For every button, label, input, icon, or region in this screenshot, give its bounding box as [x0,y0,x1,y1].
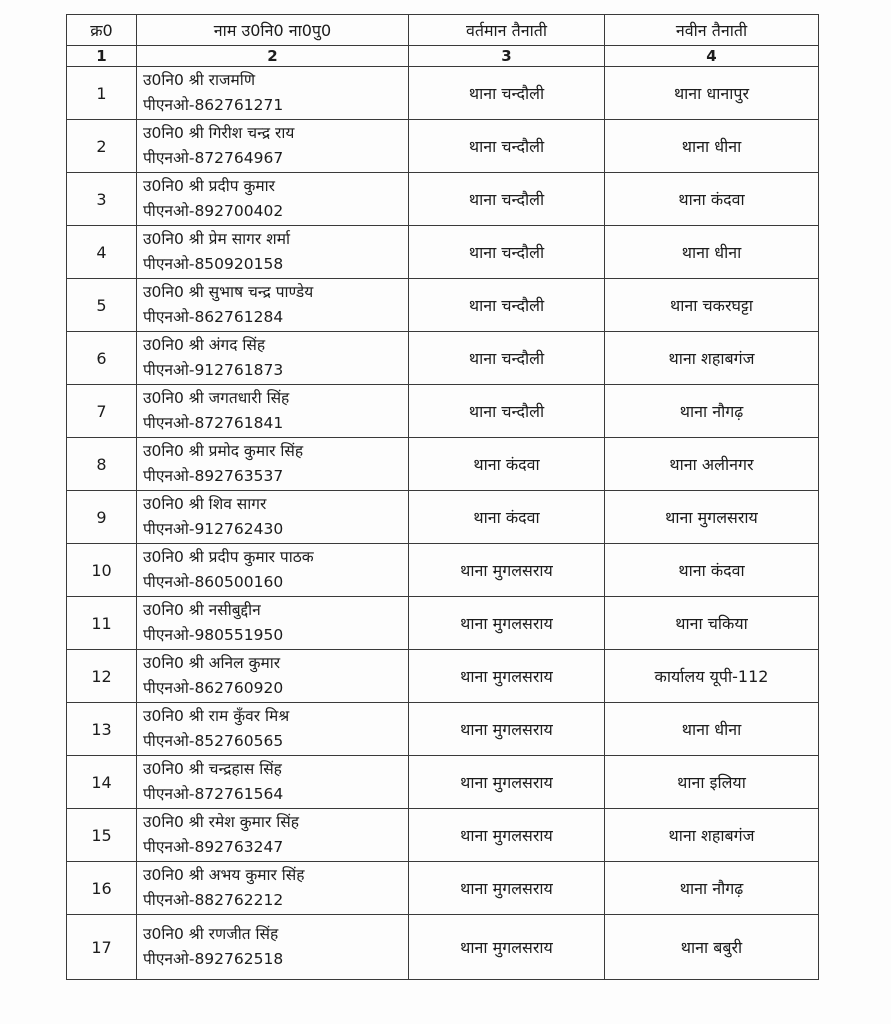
new-posting: थाना चकरघट्टा [605,279,819,332]
current-posting: थाना चन्दौली [409,173,605,226]
current-posting: थाना कंदवा [409,491,605,544]
officer-name: उ0नि0 श्री प्रदीप कुमार पाठक [143,548,314,566]
serial-number: 11 [67,597,137,650]
officer-pno: पीएनओ-912762430 [143,520,284,538]
officer-cell [137,703,409,756]
transfer-table [66,14,819,980]
serial-number: 14 [67,756,137,809]
serial-number: 13 [67,703,137,756]
table-row [67,809,819,862]
officer-pno: पीएनओ-882762212 [143,891,284,909]
officer-name: उ0नि0 श्री राम कुँवर मिश्र [143,707,290,725]
officer-name: उ0नि0 श्री प्रदीप कुमार [143,177,275,195]
current-posting: थाना मुगलसराय [409,650,605,703]
header-current-posting: वर्तमान तैनाती [409,15,605,46]
officer-cell [137,279,409,332]
officer-cell [137,491,409,544]
new-posting: थाना बबुरी [605,915,819,980]
new-posting: थाना कंदवा [605,544,819,597]
new-posting: थाना शहाबगंज [605,332,819,385]
current-posting: थाना मुगलसराय [409,809,605,862]
new-posting: थाना कंदवा [605,173,819,226]
serial-number: 7 [67,385,137,438]
serial-number: 16 [67,862,137,915]
current-posting: थाना चन्दौली [409,385,605,438]
officer-name: उ0नि0 श्री राजमणि [143,71,256,89]
header-name: नाम उ0नि0 ना0पु0 [137,15,409,46]
new-posting: थाना नौगढ़ [605,862,819,915]
current-posting: थाना चन्दौली [409,67,605,120]
serial-number: 6 [67,332,137,385]
new-posting: थाना मुगलसराय [605,491,819,544]
current-posting: थाना मुगलसराय [409,756,605,809]
officer-name: उ0नि0 श्री शिव सागर [143,495,267,513]
officer-pno: पीएनओ-980551950 [143,626,284,644]
officer-cell [137,120,409,173]
officer-name: उ0नि0 श्री रणजीत सिंह [143,925,279,943]
officer-pno: पीएनओ-892763247 [143,838,284,856]
table-row [67,120,819,173]
officer-pno: पीएनओ-892763537 [143,467,284,485]
officer-pno: पीएनओ-862761284 [143,308,284,326]
current-posting: थाना मुगलसराय [409,544,605,597]
table-row [67,438,819,491]
new-posting: कार्यालय यूपी-112 [605,650,819,703]
officer-pno: पीएनओ-862761271 [143,96,284,114]
header-new-posting: नवीन तैनाती [605,15,819,46]
new-posting: थाना इलिया [605,756,819,809]
officer-pno: पीएनओ-892762518 [143,950,284,968]
new-posting: थाना धीना [605,226,819,279]
current-posting: थाना मुगलसराय [409,915,605,980]
officer-pno: पीएनओ-862760920 [143,679,284,697]
serial-number: 15 [67,809,137,862]
officer-pno: पीएनओ-912761873 [143,361,284,379]
serial-number: 10 [67,544,137,597]
officer-name: उ0नि0 श्री सुभाष चन्द्र पाण्डेय [143,283,314,301]
table-row [67,597,819,650]
current-posting: थाना चन्दौली [409,226,605,279]
table-row [67,650,819,703]
officer-pno: पीएनओ-872761841 [143,414,284,432]
header-row [67,15,819,46]
officer-cell [137,67,409,120]
current-posting: थाना मुगलसराय [409,597,605,650]
serial-number: 12 [67,650,137,703]
officer-pno: पीएनओ-860500160 [143,573,284,591]
officer-name: उ0नि0 श्री रमेश कुमार सिंह [143,813,299,831]
officer-cell [137,385,409,438]
column-number: 1 [67,46,137,67]
new-posting: थाना धीना [605,120,819,173]
officer-cell [137,756,409,809]
table-row [67,544,819,597]
officer-cell [137,544,409,597]
table-row [67,173,819,226]
officer-name: उ0नि0 श्री प्रेम सागर शर्मा [143,230,291,248]
serial-number: 17 [67,915,137,980]
officer-name: उ0नि0 श्री अभय कुमार सिंह [143,866,305,884]
officer-cell [137,597,409,650]
officer-pno: पीएनओ-852760565 [143,732,284,750]
current-posting: थाना मुगलसराय [409,862,605,915]
officer-cell [137,332,409,385]
new-posting: थाना नौगढ़ [605,385,819,438]
column-number: 2 [137,46,409,67]
serial-number: 8 [67,438,137,491]
officer-name: उ0नि0 श्री अनिल कुमार [143,654,281,672]
table-row [67,279,819,332]
column-number-row [67,46,819,67]
table-row [67,67,819,120]
officer-name: उ0नि0 श्री गिरीश चन्द्र राय [143,124,295,142]
officer-name: उ0नि0 श्री अंगद सिंह [143,336,266,354]
column-number: 3 [409,46,605,67]
new-posting: थाना धानापुर [605,67,819,120]
current-posting: थाना चन्दौली [409,279,605,332]
table-row [67,862,819,915]
table-row [67,491,819,544]
header-serial: क्र0 [67,15,137,46]
table-row [67,703,819,756]
current-posting: थाना कंदवा [409,438,605,491]
serial-number: 3 [67,173,137,226]
officer-cell [137,915,409,980]
officer-pno: पीएनओ-872764967 [143,149,284,167]
current-posting: थाना चन्दौली [409,332,605,385]
new-posting: थाना अलीनगर [605,438,819,491]
serial-number: 9 [67,491,137,544]
officer-pno: पीएनओ-850920158 [143,255,284,273]
table-row [67,756,819,809]
table-row [67,226,819,279]
officer-name: उ0नि0 श्री प्रमोद कुमार सिंह [143,442,304,460]
officer-name: उ0नि0 श्री जगतधारी सिंह [143,389,290,407]
current-posting: थाना मुगलसराय [409,703,605,756]
serial-number: 1 [67,67,137,120]
table-row [67,385,819,438]
officer-pno: पीएनओ-892700402 [143,202,284,220]
column-number: 4 [605,46,819,67]
current-posting: थाना चन्दौली [409,120,605,173]
serial-number: 2 [67,120,137,173]
officer-pno: पीएनओ-872761564 [143,785,284,803]
officer-cell [137,809,409,862]
officer-name: उ0नि0 श्री नसीबुद्दीन [143,601,261,619]
table-row [67,332,819,385]
serial-number: 4 [67,226,137,279]
serial-number: 5 [67,279,137,332]
officer-cell [137,226,409,279]
officer-cell [137,650,409,703]
table-row [67,915,819,980]
officer-cell [137,862,409,915]
officer-cell [137,438,409,491]
officer-cell [137,173,409,226]
new-posting: थाना चकिया [605,597,819,650]
new-posting: थाना धीना [605,703,819,756]
new-posting: थाना शहाबगंज [605,809,819,862]
officer-name: उ0नि0 श्री चन्द्रहास सिंह [143,760,282,778]
